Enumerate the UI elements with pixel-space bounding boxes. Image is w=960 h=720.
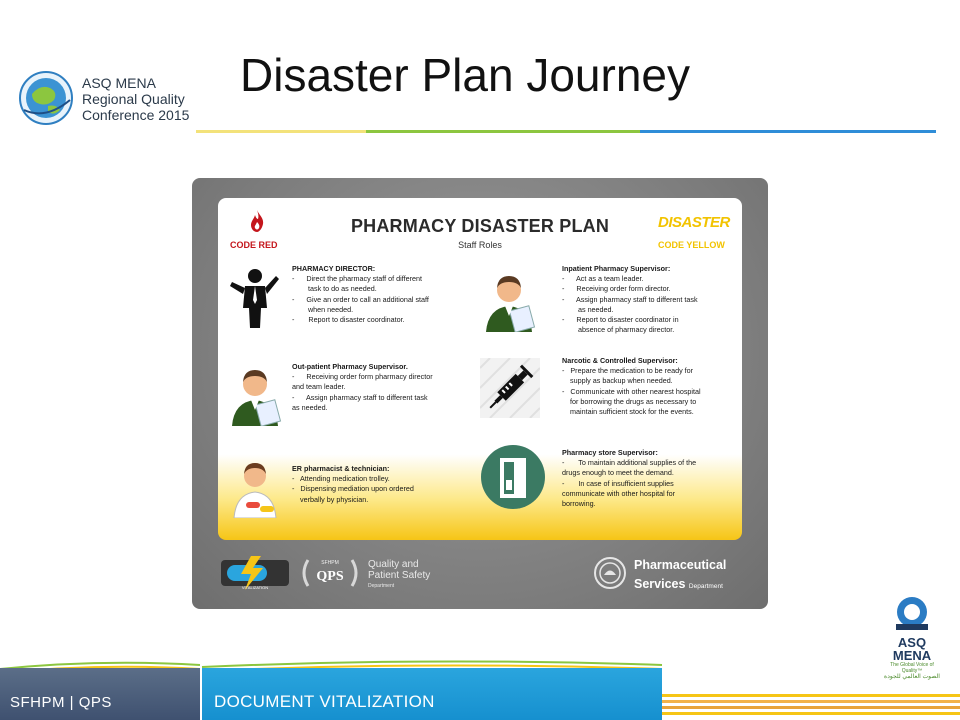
role-line: absence of pharmacy director. <box>562 325 675 335</box>
role-line: communicate with other hospital for <box>562 488 676 498</box>
role-title: Pharmacy store Supervisor: <box>562 448 658 457</box>
qps-department <box>368 559 430 592</box>
role-line: as needed. <box>562 304 614 314</box>
pharmaceutical-services <box>634 556 726 596</box>
poster-card <box>218 198 742 540</box>
role-line: borrowing. <box>562 499 596 509</box>
docvit-small-text: VITALIZATION <box>241 585 269 590</box>
role-line: - Direct the pharmacy staff of different <box>292 274 422 284</box>
code-red-label: CODE RED <box>230 240 278 250</box>
director-person-icon <box>226 266 284 330</box>
role-line: when needed. <box>292 304 354 314</box>
role-line: - Attending medication trolley. <box>292 474 390 484</box>
role-line: - Act as a team leader. <box>562 274 644 284</box>
syringe-icon <box>480 358 540 418</box>
qps-badge-top: SFHPM <box>321 560 339 566</box>
conference-line-3: Conference 2015 <box>82 107 190 123</box>
role-line: - To maintain additional supplies of the <box>562 458 697 468</box>
conference-globe-logo <box>18 70 74 126</box>
stripe <box>662 694 960 697</box>
stripe <box>662 700 960 703</box>
role-title: Narcotic & Controlled Supervisor: <box>562 356 678 365</box>
role-er <box>292 464 462 505</box>
footer-mid-label: DOCUMENT VITALIZATION <box>214 692 435 711</box>
conference-line-2: Regional Quality <box>82 91 185 107</box>
ps-dept-label: Department <box>688 583 723 590</box>
role-line: - Dispensing mediation upon ordered <box>292 484 414 494</box>
asq-name-1: ASQ <box>897 635 927 650</box>
role-line: - Receiving order form director. <box>562 284 671 294</box>
role-line: task to do as needed. <box>292 284 377 294</box>
disaster-logo: DISASTER <box>658 214 730 231</box>
conference-name <box>82 75 202 123</box>
role-narcotic <box>562 356 737 417</box>
qps-badge-logo <box>300 556 360 590</box>
poster-title: PHARMACY DISASTER PLAN <box>350 216 610 236</box>
slide-title: Disaster Plan Journey <box>240 49 690 101</box>
asq-q-icon <box>892 594 932 634</box>
role-line: - Report to disaster coordinator in <box>562 315 679 325</box>
poster-header <box>218 198 742 258</box>
footer-right-stripes <box>662 690 960 720</box>
syringe-icon-tile <box>480 358 540 418</box>
role-line: - Assign pharmacy staff to different task <box>292 392 428 402</box>
role-title: Out-patient Pharmacy Supervisor. <box>292 362 408 371</box>
stripe <box>662 712 960 715</box>
supervisor-avatar-icon <box>226 362 284 426</box>
conference-line-1: ASQ MENA <box>82 75 156 91</box>
role-line: for borrowing the drugs as necessary to <box>562 396 697 406</box>
role-outpatient <box>292 362 472 413</box>
role-line: and team leader. <box>292 382 346 392</box>
qps-dept-label: Department <box>368 583 395 589</box>
storage-cabinet-icon <box>480 444 546 510</box>
role-line: verbally by physician. <box>292 494 369 504</box>
ministry-seal-icon <box>593 556 627 590</box>
qps-line-1: Quality and <box>368 559 419 570</box>
ps-line-1: Pharmaceutical <box>634 558 727 572</box>
role-line: - Receiving order form pharmacy director <box>292 372 433 382</box>
role-line: supply as backup when needed. <box>562 376 673 386</box>
role-inpatient <box>562 264 732 335</box>
role-title: Inpatient Pharmacy Supervisor: <box>562 264 671 273</box>
ps-line-2: Services <box>634 577 686 591</box>
role-line: - Assign pharmacy staff to different task <box>562 294 698 304</box>
asq-name-2: MENA <box>892 648 932 663</box>
role-line: - In case of insufficient supplies <box>562 478 674 488</box>
footer-left-label: SFHPM | QPS <box>10 694 112 711</box>
role-line: as needed. <box>292 402 328 412</box>
role-director <box>292 264 462 325</box>
qps-badge-text: QPS <box>316 569 344 584</box>
header-divider <box>196 130 936 133</box>
asq-tagline-ar: الصوت العالمي للجودة <box>884 674 940 680</box>
role-title: ER pharmacist & technician: <box>292 464 390 473</box>
role-title: PHARMACY DIRECTOR: <box>292 264 376 273</box>
role-store <box>562 448 737 509</box>
qps-line-2: Patient Safety <box>368 570 431 581</box>
poster-subtitle: Staff Roles <box>458 240 502 250</box>
role-line: - Give an order to call an additional staff <box>292 294 429 304</box>
document-vitalization-logo <box>221 556 289 590</box>
role-line: drugs enough to meet the demand. <box>562 468 674 478</box>
role-line: - Prepare the medication to be ready for <box>562 366 694 376</box>
role-line: - Report to disaster coordinator. <box>292 315 405 325</box>
role-line: maintain sufficient stock for the events. <box>562 407 694 417</box>
asq-tagline: The Global Voice of Quality™ <box>890 662 934 674</box>
pharmacist-avatar-icon <box>226 454 284 518</box>
stripe <box>662 706 960 709</box>
code-yellow-label: CODE YELLOW <box>658 240 725 250</box>
supervisor-avatar-icon <box>480 268 538 332</box>
role-line: - Communicate with other nearest hospital <box>562 386 701 396</box>
